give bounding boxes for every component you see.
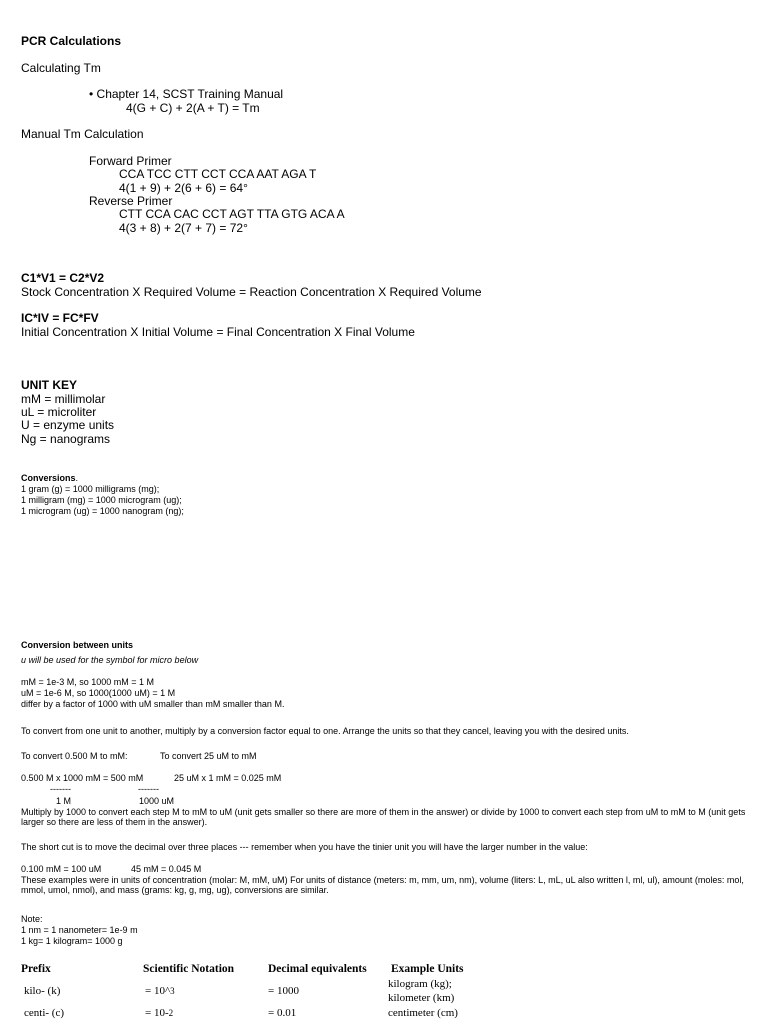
example-3: 0.100 mM = 100 uM — [21, 864, 102, 874]
unit-relation-line: differ by a factor of 1000 with uM smaller than mM smaller than M. — [21, 699, 285, 709]
units-examples-paragraph: These examples were in units of concentration (molar: M, mM, uM) For units of distance (meters: m, mm, um, nm), volume (liters: L, mL, uL also written l, ml, ul), amount (moles: mol, mmol, umol, nmol), and mass (grams: kg, g, mg, ug), conversions are similar. — [21, 875, 744, 896]
conversion-between-units-heading: Conversion between units — [21, 640, 134, 650]
reverse-primer-label: Reverse Primer — [89, 194, 173, 208]
table-cell-prefix: centi- (c) — [24, 1007, 64, 1019]
multiply-divide-paragraph: Multiply by 1000 to convert each step M to mM to uM (unit gets smaller so there are more of them in the answer) or divide by 1000 to convert each step from uM to mM to M (unit gets larger so there are less of them in the answer). — [21, 807, 746, 828]
unit-key-item: uL = microliter — [21, 405, 97, 419]
sci-base: = 10^ — [145, 985, 171, 997]
fraction-bar: ------- — [138, 784, 159, 794]
shortcut-paragraph: The short cut is to move the decimal over three places --- remember when you have the tinier unit you will have the larger number in the value: — [21, 842, 588, 852]
forward-primer-calc: 4(1 + 9) + 2(6 + 6) = 64° — [119, 181, 248, 195]
table-cell-units: kilometer (km) — [388, 992, 455, 1004]
unit-key-item: mM = millimolar — [21, 392, 106, 406]
sci-base: = 10- — [145, 1007, 169, 1019]
table-cell-units: centimeter (cm) — [388, 1007, 458, 1019]
table-cell-prefix: kilo- (k) — [24, 985, 61, 997]
iciv-heading: IC*IV = FC*FV — [21, 311, 99, 325]
conversion-item: 1 milligram (mg) = 1000 microgram (ug); — [21, 495, 182, 505]
unit-key-item: Ng = nanograms — [21, 432, 111, 446]
reverse-primer-calc: 4(3 + 8) + 2(7 + 7) = 72° — [119, 221, 248, 235]
c1v1-heading: C1*V1 = C2*V2 — [21, 271, 105, 285]
c1v1-text: Stock Concentration X Required Volume = Reaction Concentration X Required Volume — [21, 285, 482, 299]
conversion-paragraph: To convert from one unit to another, multiply by a conversion factor equal to one. Arrange the units so that they cancel, leaving you with the desired units. — [21, 726, 629, 736]
note-label: Note: — [21, 914, 43, 924]
table-header: Decimal equivalents — [268, 963, 367, 975]
table-cell-sci — [145, 985, 175, 998]
example-1-label: To convert 0.500 M to mM: — [21, 751, 128, 761]
page-title: PCR Calculations — [21, 34, 122, 48]
forward-primer-label: Forward Primer — [89, 154, 172, 168]
reference-bullet: • Chapter 14, SCST Training Manual — [89, 87, 284, 101]
iciv-text: Initial Concentration X Initial Volume = Final Concentration X Final Volume — [21, 325, 415, 339]
tm-formula: 4(G + C) + 2(A + T) = Tm — [126, 101, 260, 115]
sci-exponent: 2 — [168, 1008, 174, 1018]
unit-key-heading: UNIT KEY — [21, 378, 78, 392]
micro-symbol-note: u will be used for the symbol for micro below — [21, 655, 199, 665]
section-heading-calculating-tm: Calculating Tm — [21, 61, 101, 75]
note-line: 1 kg= 1 kilogram= 1000 g — [21, 936, 123, 946]
example-1-calc: 0.500 M x 1000 mM = 500 mM — [21, 773, 144, 783]
example-4: 45 mM = 0.045 M — [131, 864, 202, 874]
section-heading-manual-tm: Manual Tm Calculation — [21, 127, 144, 141]
table-cell-sci — [145, 1007, 173, 1020]
table-header: Scientific Notation — [143, 963, 235, 975]
unit-relation-line: mM = 1e-3 M, so 1000 mM = 1 M — [21, 677, 155, 687]
conversions-heading-suffix: . — [75, 473, 79, 483]
conversion-item: 1 gram (g) = 1000 milligrams (mg); — [21, 484, 160, 494]
example-1-denominator: 1 M — [56, 796, 72, 806]
example-2-calc: 25 uM x 1 mM = 0.025 mM — [174, 773, 282, 783]
conversions-heading — [21, 473, 78, 483]
example-2-denominator: 1000 uM — [139, 796, 175, 806]
forward-primer-sequence: CCA TCC CTT CCT CCA AAT AGA T — [119, 167, 317, 181]
unit-relation-line: uM = 1e-6 M, so 1000(1000 uM) = 1 M — [21, 688, 176, 698]
table-cell-decimal: = 1000 — [268, 985, 299, 997]
table-cell-decimal: = 0.01 — [268, 1007, 297, 1019]
note-line: 1 nm = 1 nanometer= 1e-9 m — [21, 925, 138, 935]
conversion-item: 1 microgram (ug) = 1000 nanogram (ng); — [21, 506, 184, 516]
table-cell-units: kilogram (kg); — [388, 978, 452, 990]
reverse-primer-sequence: CTT CCA CAC CCT AGT TTA GTG ACA A — [119, 207, 345, 221]
conversions-heading-label: Conversions — [21, 473, 76, 483]
fraction-bar: ------- — [50, 784, 71, 794]
table-header: Example Units — [391, 963, 464, 975]
sci-exponent: 3 — [170, 986, 175, 996]
example-2-label: To convert 25 uM to mM — [160, 751, 257, 761]
unit-key-item: U = enzyme units — [21, 418, 115, 432]
table-header: Prefix — [21, 963, 51, 975]
